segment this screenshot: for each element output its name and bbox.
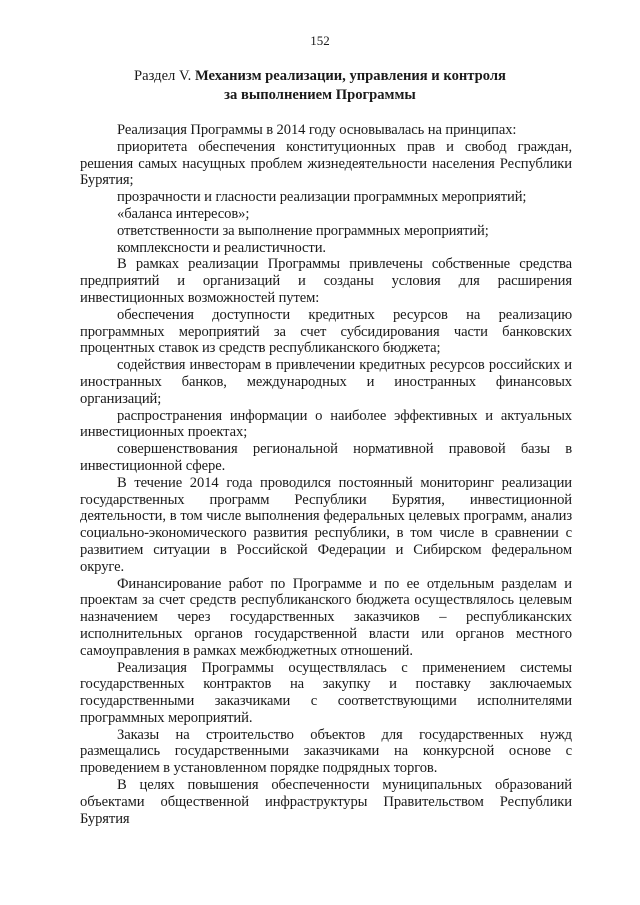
- paragraph: совершенствования региональной нормативной правовой базы в инвестиционной сфере.: [80, 441, 572, 474]
- paragraph: прозрачности и гласности реализации программных мероприятий;: [117, 189, 527, 206]
- body-text: [80, 122, 572, 827]
- paragraph: «баланса интересов»;: [117, 205, 250, 222]
- paragraph: обеспечения доступности кредитных ресурсов на реализацию программных мероприятий за счет субсидирования части банковских процентных ставок из средств республиканского бюджета;: [80, 306, 572, 357]
- page-number: 152: [310, 33, 330, 48]
- paragraph: ответственности за выполнение программных мероприятий;: [117, 222, 489, 239]
- paragraph: Реализация Программы осуществлялась с применением системы государственных контрактов на закупку и поставку заключаемых государственными заказчиками с соответствующими исполнителями программных мероприятий.: [80, 659, 572, 726]
- paragraph: распространения информации о наиболее эффективных и актуальных инвестиционных проектах;: [80, 407, 572, 441]
- section-prefix: Раздел V.: [134, 68, 192, 84]
- paragraph: содействия инвесторам в привлечении кредитных ресурсов российских и иностранных банков, международных и иностранных финансовых организаций;: [80, 357, 572, 407]
- paragraph: Заказы на строительство объектов для государственных нужд размещались государственными заказчиками на конкурсной основе с проведением в установленном порядке подрядных торгов.: [80, 726, 572, 777]
- paragraph: Реализация Программы в 2014 году основывалась на принципах:: [117, 122, 517, 138]
- section-title-line-1: Механизм реализации, управления и контроля: [194, 68, 506, 84]
- paragraph: В рамках реализации Программы привлечены собственные средства предприятий и организаций и созданы условия для расширения инвестиционных возможностей путем:: [80, 256, 572, 306]
- paragraph: В целях повышения обеспеченности муниципальных образований объектами общественной инфраструктуры Правительством Республики Бурятия: [80, 777, 572, 827]
- paragraph: Финансирование работ по Программе и по ее отдельным разделам и проектам за счет средств республиканского бюджета осуществлялось целевым назначением через государственных заказчиков – республиканских исполнительных органов государственной власти или органов местного самоуправления в рамках межбюджетных отношений.: [80, 575, 572, 659]
- paragraph: комплексности и реалистичности.: [117, 239, 326, 256]
- section-heading: [100, 67, 540, 105]
- section-title-line-2: за выполнением Программы: [224, 87, 416, 103]
- paragraph: В течение 2014 года проводился постоянный мониторинг реализации государственных программ Республики Бурятия, инвестиционной деятельности, в том числе выполнения федеральных целевых программ, анализ социально-экономического развития республики, в том числе в сравнении с развитием ситуации в Российской Федерации и Сибирском федеральном округе.: [80, 474, 572, 575]
- paragraph: приоритета обеспечения конституционных прав и свобод граждан, решения самых насущных проблем жизнедеятельности населения Республики Бурятия;: [80, 138, 572, 189]
